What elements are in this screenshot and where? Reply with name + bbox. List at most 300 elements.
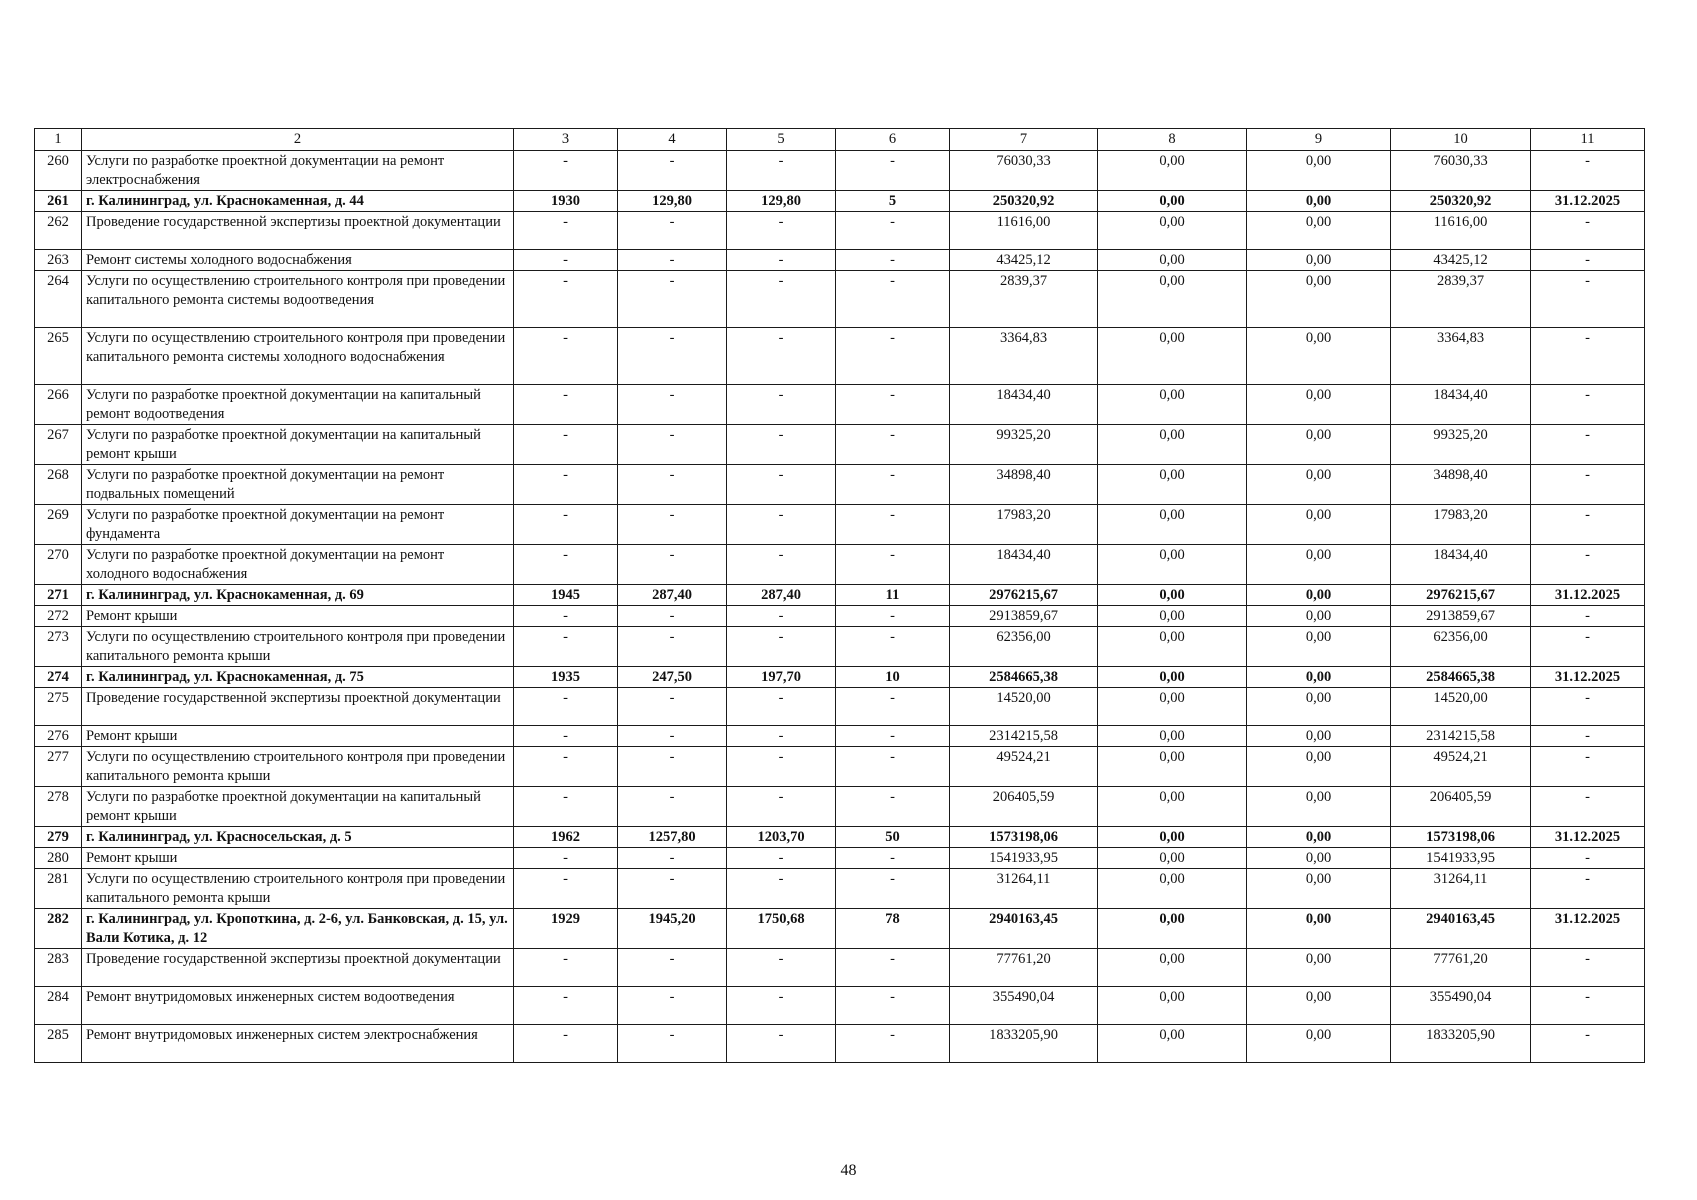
cost-total-cell: 18434,40 xyxy=(950,385,1098,425)
cost-fund-cell: 0,00 xyxy=(1098,385,1247,425)
col-header: 1 xyxy=(35,129,82,151)
completion-date-cell: - xyxy=(1531,688,1645,726)
cost-other-cell: 0,00 xyxy=(1247,747,1391,787)
row-number-cell: 272 xyxy=(35,606,82,627)
work-name-cell: Услуги по осуществлению строительного контроля при проведении капитального ремонта крыши xyxy=(82,869,514,909)
cost-other-cell: 0,00 xyxy=(1247,271,1391,328)
cost-fund-cell: 0,00 xyxy=(1098,667,1247,688)
living-area-cell: 287,40 xyxy=(727,585,836,606)
cost-owners-cell: 11616,00 xyxy=(1391,212,1531,250)
address-row xyxy=(35,191,1645,212)
living-area-cell: 1750,68 xyxy=(727,909,836,949)
residents-count-cell: - xyxy=(836,250,950,271)
residents-count-cell: - xyxy=(836,787,950,827)
work-row xyxy=(35,627,1645,667)
work-name-cell: Ремонт системы холодного водоснабжения xyxy=(82,250,514,271)
cost-other-cell: 0,00 xyxy=(1247,726,1391,747)
cost-other-cell: 0,00 xyxy=(1247,627,1391,667)
build-year-cell: - xyxy=(514,545,618,585)
cost-other-cell: 0,00 xyxy=(1247,585,1391,606)
cost-other-cell: 0,00 xyxy=(1247,385,1391,425)
build-year-cell: 1929 xyxy=(514,909,618,949)
cost-total-cell: 2940163,45 xyxy=(950,909,1098,949)
work-row xyxy=(35,1025,1645,1063)
cost-owners-cell: 2940163,45 xyxy=(1391,909,1531,949)
work-name-cell: Ремонт крыши xyxy=(82,726,514,747)
cost-total-cell: 77761,20 xyxy=(950,949,1098,987)
cost-total-cell: 250320,92 xyxy=(950,191,1098,212)
column-number-header-row xyxy=(35,129,1645,151)
cost-owners-cell: 77761,20 xyxy=(1391,949,1531,987)
row-number-cell: 268 xyxy=(35,465,82,505)
col-header: 7 xyxy=(950,129,1098,151)
cost-total-cell: 206405,59 xyxy=(950,787,1098,827)
cost-fund-cell: 0,00 xyxy=(1098,505,1247,545)
living-area-cell: - xyxy=(727,726,836,747)
col-header: 3 xyxy=(514,129,618,151)
completion-date-cell: - xyxy=(1531,385,1645,425)
row-number-cell: 260 xyxy=(35,151,82,191)
work-row xyxy=(35,212,1645,250)
living-area-cell: - xyxy=(727,151,836,191)
row-number-cell: 279 xyxy=(35,827,82,848)
living-area-cell: - xyxy=(727,949,836,987)
residents-count-cell: 11 xyxy=(836,585,950,606)
cost-fund-cell: 0,00 xyxy=(1098,585,1247,606)
completion-date-cell: - xyxy=(1531,848,1645,869)
cost-owners-cell: 62356,00 xyxy=(1391,627,1531,667)
total-area-cell: - xyxy=(618,688,727,726)
row-number-cell: 284 xyxy=(35,987,82,1025)
address-row xyxy=(35,827,1645,848)
work-name-cell: Услуги по разработке проектной документации на ремонт электроснабжения xyxy=(82,151,514,191)
completion-date-cell: 31.12.2025 xyxy=(1531,909,1645,949)
total-area-cell: - xyxy=(618,545,727,585)
cost-other-cell: 0,00 xyxy=(1247,328,1391,385)
total-area-cell: - xyxy=(618,606,727,627)
living-area-cell: - xyxy=(727,987,836,1025)
cost-owners-cell: 2913859,67 xyxy=(1391,606,1531,627)
work-row xyxy=(35,726,1645,747)
cost-fund-cell: 0,00 xyxy=(1098,212,1247,250)
total-area-cell: - xyxy=(618,425,727,465)
col-header: 6 xyxy=(836,129,950,151)
living-area-cell: - xyxy=(727,250,836,271)
completion-date-cell: - xyxy=(1531,1025,1645,1063)
work-name-cell: Услуги по разработке проектной документации на ремонт подвальных помещений xyxy=(82,465,514,505)
living-area-cell: - xyxy=(727,688,836,726)
cost-total-cell: 1573198,06 xyxy=(950,827,1098,848)
cost-other-cell: 0,00 xyxy=(1247,949,1391,987)
cost-owners-cell: 206405,59 xyxy=(1391,787,1531,827)
row-number-cell: 267 xyxy=(35,425,82,465)
cost-total-cell: 14520,00 xyxy=(950,688,1098,726)
cost-total-cell: 1833205,90 xyxy=(950,1025,1098,1063)
cost-other-cell: 0,00 xyxy=(1247,909,1391,949)
cost-fund-cell: 0,00 xyxy=(1098,151,1247,191)
living-area-cell: - xyxy=(727,747,836,787)
work-row xyxy=(35,465,1645,505)
work-name-cell: Услуги по осуществлению строительного контроля при проведении капитального ремонта крыши xyxy=(82,627,514,667)
address-row xyxy=(35,585,1645,606)
col-header: 9 xyxy=(1247,129,1391,151)
cost-owners-cell: 250320,92 xyxy=(1391,191,1531,212)
residents-count-cell: - xyxy=(836,688,950,726)
work-name-cell: Услуги по разработке проектной документации на капитальный ремонт крыши xyxy=(82,425,514,465)
completion-date-cell: 31.12.2025 xyxy=(1531,585,1645,606)
work-name-cell: Ремонт крыши xyxy=(82,606,514,627)
cost-total-cell: 1541933,95 xyxy=(950,848,1098,869)
works-table xyxy=(34,128,1645,1063)
work-name-cell: г. Калининград, ул. Краснокаменная, д. 44 xyxy=(82,191,514,212)
total-area-cell: - xyxy=(618,869,727,909)
completion-date-cell: - xyxy=(1531,465,1645,505)
cost-other-cell: 0,00 xyxy=(1247,827,1391,848)
total-area-cell: - xyxy=(618,271,727,328)
build-year-cell: - xyxy=(514,505,618,545)
residents-count-cell: - xyxy=(836,505,950,545)
cost-fund-cell: 0,00 xyxy=(1098,827,1247,848)
living-area-cell: - xyxy=(727,505,836,545)
work-row xyxy=(35,385,1645,425)
cost-fund-cell: 0,00 xyxy=(1098,909,1247,949)
address-row xyxy=(35,909,1645,949)
cost-owners-cell: 99325,20 xyxy=(1391,425,1531,465)
cost-total-cell: 43425,12 xyxy=(950,250,1098,271)
row-number-cell: 285 xyxy=(35,1025,82,1063)
build-year-cell: - xyxy=(514,250,618,271)
cost-total-cell: 49524,21 xyxy=(950,747,1098,787)
residents-count-cell: - xyxy=(836,627,950,667)
row-number-cell: 269 xyxy=(35,505,82,545)
work-name-cell: Услуги по разработке проектной документации на ремонт фундамента xyxy=(82,505,514,545)
build-year-cell: - xyxy=(514,606,618,627)
work-name-cell: Проведение государственной экспертизы проектной документации xyxy=(82,688,514,726)
cost-owners-cell: 14520,00 xyxy=(1391,688,1531,726)
work-row xyxy=(35,250,1645,271)
cost-total-cell: 76030,33 xyxy=(950,151,1098,191)
total-area-cell: - xyxy=(618,465,727,505)
build-year-cell: - xyxy=(514,747,618,787)
cost-owners-cell: 43425,12 xyxy=(1391,250,1531,271)
total-area-cell: - xyxy=(618,787,727,827)
work-name-cell: г. Калининград, ул. Краснокаменная, д. 75 xyxy=(82,667,514,688)
cost-fund-cell: 0,00 xyxy=(1098,271,1247,328)
residents-count-cell: - xyxy=(836,425,950,465)
cost-owners-cell: 76030,33 xyxy=(1391,151,1531,191)
work-name-cell: Ремонт внутридомовых инженерных систем водоотведения xyxy=(82,987,514,1025)
work-name-cell: г. Калининград, ул. Красносельская, д. 5 xyxy=(82,827,514,848)
total-area-cell: - xyxy=(618,385,727,425)
living-area-cell: - xyxy=(727,787,836,827)
living-area-cell: 197,70 xyxy=(727,667,836,688)
page-number: 48 xyxy=(840,1162,857,1179)
cost-total-cell: 2976215,67 xyxy=(950,585,1098,606)
build-year-cell: - xyxy=(514,328,618,385)
completion-date-cell: - xyxy=(1531,869,1645,909)
cost-other-cell: 0,00 xyxy=(1247,667,1391,688)
total-area-cell: - xyxy=(618,848,727,869)
row-number-cell: 271 xyxy=(35,585,82,606)
work-name-cell: Услуги по осуществлению строительного контроля при проведении капитального ремонта системы холодного водоснабжения xyxy=(82,328,514,385)
col-header: 10 xyxy=(1391,129,1531,151)
cost-owners-cell: 34898,40 xyxy=(1391,465,1531,505)
work-name-cell: г. Калининград, ул. Кропоткина, д. 2-6, ул. Банковская, д. 15, ул. Вали Котика, д. 12 xyxy=(82,909,514,949)
cost-fund-cell: 0,00 xyxy=(1098,1025,1247,1063)
completion-date-cell: - xyxy=(1531,949,1645,987)
completion-date-cell: - xyxy=(1531,328,1645,385)
residents-count-cell: - xyxy=(836,1025,950,1063)
row-number-cell: 263 xyxy=(35,250,82,271)
work-row xyxy=(35,869,1645,909)
cost-total-cell: 2314215,58 xyxy=(950,726,1098,747)
cost-total-cell: 2839,37 xyxy=(950,271,1098,328)
build-year-cell: - xyxy=(514,151,618,191)
completion-date-cell: 31.12.2025 xyxy=(1531,191,1645,212)
residents-count-cell: - xyxy=(836,949,950,987)
living-area-cell: - xyxy=(727,848,836,869)
living-area-cell: - xyxy=(727,1025,836,1063)
build-year-cell: - xyxy=(514,1025,618,1063)
completion-date-cell: - xyxy=(1531,545,1645,585)
cost-other-cell: 0,00 xyxy=(1247,151,1391,191)
total-area-cell: - xyxy=(618,747,727,787)
cost-other-cell: 0,00 xyxy=(1247,505,1391,545)
total-area-cell: - xyxy=(618,328,727,385)
cost-owners-cell: 17983,20 xyxy=(1391,505,1531,545)
cost-other-cell: 0,00 xyxy=(1247,606,1391,627)
cost-owners-cell: 1541933,95 xyxy=(1391,848,1531,869)
cost-fund-cell: 0,00 xyxy=(1098,787,1247,827)
row-number-cell: 280 xyxy=(35,848,82,869)
row-number-cell: 262 xyxy=(35,212,82,250)
row-number-cell: 276 xyxy=(35,726,82,747)
cost-other-cell: 0,00 xyxy=(1247,191,1391,212)
total-area-cell: - xyxy=(618,212,727,250)
total-area-cell: - xyxy=(618,726,727,747)
work-row xyxy=(35,271,1645,328)
work-name-cell: г. Калининград, ул. Краснокаменная, д. 69 xyxy=(82,585,514,606)
total-area-cell: 129,80 xyxy=(618,191,727,212)
cost-fund-cell: 0,00 xyxy=(1098,606,1247,627)
residents-count-cell: - xyxy=(836,987,950,1025)
work-name-cell: Услуги по осуществлению строительного контроля при проведении капитального ремонта крыши xyxy=(82,747,514,787)
total-area-cell: - xyxy=(618,627,727,667)
residents-count-cell: - xyxy=(836,328,950,385)
total-area-cell: - xyxy=(618,949,727,987)
total-area-cell: 247,50 xyxy=(618,667,727,688)
cost-owners-cell: 2839,37 xyxy=(1391,271,1531,328)
living-area-cell: - xyxy=(727,869,836,909)
residents-count-cell: - xyxy=(836,726,950,747)
completion-date-cell: - xyxy=(1531,787,1645,827)
completion-date-cell: - xyxy=(1531,747,1645,787)
col-header: 8 xyxy=(1098,129,1247,151)
completion-date-cell: - xyxy=(1531,212,1645,250)
cost-other-cell: 0,00 xyxy=(1247,425,1391,465)
cost-fund-cell: 0,00 xyxy=(1098,987,1247,1025)
cost-fund-cell: 0,00 xyxy=(1098,250,1247,271)
build-year-cell: - xyxy=(514,465,618,505)
work-row xyxy=(35,151,1645,191)
work-name-cell: Проведение государственной экспертизы проектной документации xyxy=(82,212,514,250)
row-number-cell: 281 xyxy=(35,869,82,909)
cost-fund-cell: 0,00 xyxy=(1098,191,1247,212)
completion-date-cell: - xyxy=(1531,425,1645,465)
work-name-cell: Услуги по разработке проектной документации на капитальный ремонт крыши xyxy=(82,787,514,827)
cost-owners-cell: 1833205,90 xyxy=(1391,1025,1531,1063)
living-area-cell: - xyxy=(727,212,836,250)
row-number-cell: 274 xyxy=(35,667,82,688)
work-row xyxy=(35,787,1645,827)
work-row xyxy=(35,606,1645,627)
cost-fund-cell: 0,00 xyxy=(1098,848,1247,869)
row-number-cell: 283 xyxy=(35,949,82,987)
cost-other-cell: 0,00 xyxy=(1247,787,1391,827)
col-header: 5 xyxy=(727,129,836,151)
completion-date-cell: 31.12.2025 xyxy=(1531,827,1645,848)
row-number-cell: 270 xyxy=(35,545,82,585)
address-row xyxy=(35,667,1645,688)
row-number-cell: 264 xyxy=(35,271,82,328)
build-year-cell: - xyxy=(514,949,618,987)
cost-fund-cell: 0,00 xyxy=(1098,425,1247,465)
row-number-cell: 261 xyxy=(35,191,82,212)
residents-count-cell: 50 xyxy=(836,827,950,848)
cost-other-cell: 0,00 xyxy=(1247,869,1391,909)
residents-count-cell: - xyxy=(836,606,950,627)
residents-count-cell: 10 xyxy=(836,667,950,688)
cost-fund-cell: 0,00 xyxy=(1098,627,1247,667)
completion-date-cell: - xyxy=(1531,726,1645,747)
build-year-cell: - xyxy=(514,848,618,869)
residents-count-cell: 5 xyxy=(836,191,950,212)
work-row xyxy=(35,688,1645,726)
residents-count-cell: - xyxy=(836,465,950,505)
cost-total-cell: 3364,83 xyxy=(950,328,1098,385)
cost-fund-cell: 0,00 xyxy=(1098,465,1247,505)
living-area-cell: - xyxy=(727,606,836,627)
cost-owners-cell: 2976215,67 xyxy=(1391,585,1531,606)
living-area-cell: 129,80 xyxy=(727,191,836,212)
total-area-cell: 1945,20 xyxy=(618,909,727,949)
living-area-cell: - xyxy=(727,385,836,425)
row-number-cell: 282 xyxy=(35,909,82,949)
work-name-cell: Ремонт крыши xyxy=(82,848,514,869)
cost-owners-cell: 1573198,06 xyxy=(1391,827,1531,848)
build-year-cell: - xyxy=(514,987,618,1025)
row-number-cell: 265 xyxy=(35,328,82,385)
work-name-cell: Услуги по разработке проектной документации на ремонт холодного водоснабжения xyxy=(82,545,514,585)
cost-total-cell: 18434,40 xyxy=(950,545,1098,585)
cost-other-cell: 0,00 xyxy=(1247,688,1391,726)
residents-count-cell: - xyxy=(836,212,950,250)
build-year-cell: 1935 xyxy=(514,667,618,688)
work-row xyxy=(35,505,1645,545)
work-row xyxy=(35,987,1645,1025)
completion-date-cell: - xyxy=(1531,271,1645,328)
cost-total-cell: 11616,00 xyxy=(950,212,1098,250)
row-number-cell: 266 xyxy=(35,385,82,425)
living-area-cell: - xyxy=(727,545,836,585)
residents-count-cell: - xyxy=(836,385,950,425)
work-row xyxy=(35,949,1645,987)
cost-total-cell: 355490,04 xyxy=(950,987,1098,1025)
build-year-cell: - xyxy=(514,688,618,726)
work-row xyxy=(35,848,1645,869)
completion-date-cell: 31.12.2025 xyxy=(1531,667,1645,688)
build-year-cell: 1945 xyxy=(514,585,618,606)
col-header: 2 xyxy=(82,129,514,151)
cost-other-cell: 0,00 xyxy=(1247,250,1391,271)
build-year-cell: 1930 xyxy=(514,191,618,212)
residents-count-cell: - xyxy=(836,747,950,787)
work-name-cell: Услуги по разработке проектной документации на капитальный ремонт водоотведения xyxy=(82,385,514,425)
completion-date-cell: - xyxy=(1531,987,1645,1025)
col-header: 11 xyxy=(1531,129,1645,151)
work-row xyxy=(35,747,1645,787)
total-area-cell: - xyxy=(618,987,727,1025)
cost-owners-cell: 2314215,58 xyxy=(1391,726,1531,747)
row-number-cell: 277 xyxy=(35,747,82,787)
cost-fund-cell: 0,00 xyxy=(1098,949,1247,987)
work-row xyxy=(35,425,1645,465)
cost-owners-cell: 18434,40 xyxy=(1391,545,1531,585)
build-year-cell: - xyxy=(514,271,618,328)
total-area-cell: - xyxy=(618,250,727,271)
cost-total-cell: 2584665,38 xyxy=(950,667,1098,688)
work-row xyxy=(35,545,1645,585)
living-area-cell: - xyxy=(727,627,836,667)
cost-fund-cell: 0,00 xyxy=(1098,545,1247,585)
row-number-cell: 273 xyxy=(35,627,82,667)
living-area-cell: 1203,70 xyxy=(727,827,836,848)
cost-other-cell: 0,00 xyxy=(1247,465,1391,505)
build-year-cell: 1962 xyxy=(514,827,618,848)
cost-other-cell: 0,00 xyxy=(1247,987,1391,1025)
residents-count-cell: - xyxy=(836,848,950,869)
cost-owners-cell: 49524,21 xyxy=(1391,747,1531,787)
completion-date-cell: - xyxy=(1531,606,1645,627)
cost-total-cell: 99325,20 xyxy=(950,425,1098,465)
total-area-cell: 287,40 xyxy=(618,585,727,606)
work-name-cell: Услуги по осуществлению строительного контроля при проведении капитального ремонта системы водоотведения xyxy=(82,271,514,328)
cost-owners-cell: 2584665,38 xyxy=(1391,667,1531,688)
cost-owners-cell: 18434,40 xyxy=(1391,385,1531,425)
total-area-cell: 1257,80 xyxy=(618,827,727,848)
table-body xyxy=(35,129,1645,1063)
cost-other-cell: 0,00 xyxy=(1247,212,1391,250)
residents-count-cell: - xyxy=(836,151,950,191)
cost-other-cell: 0,00 xyxy=(1247,545,1391,585)
cost-total-cell: 31264,11 xyxy=(950,869,1098,909)
cost-other-cell: 0,00 xyxy=(1247,848,1391,869)
build-year-cell: - xyxy=(514,726,618,747)
cost-owners-cell: 355490,04 xyxy=(1391,987,1531,1025)
residents-count-cell: - xyxy=(836,869,950,909)
work-name-cell: Проведение государственной экспертизы проектной документации xyxy=(82,949,514,987)
completion-date-cell: - xyxy=(1531,627,1645,667)
build-year-cell: - xyxy=(514,425,618,465)
residents-count-cell: - xyxy=(836,271,950,328)
cost-total-cell: 34898,40 xyxy=(950,465,1098,505)
cost-fund-cell: 0,00 xyxy=(1098,747,1247,787)
living-area-cell: - xyxy=(727,465,836,505)
living-area-cell: - xyxy=(727,328,836,385)
build-year-cell: - xyxy=(514,787,618,827)
row-number-cell: 278 xyxy=(35,787,82,827)
build-year-cell: - xyxy=(514,212,618,250)
